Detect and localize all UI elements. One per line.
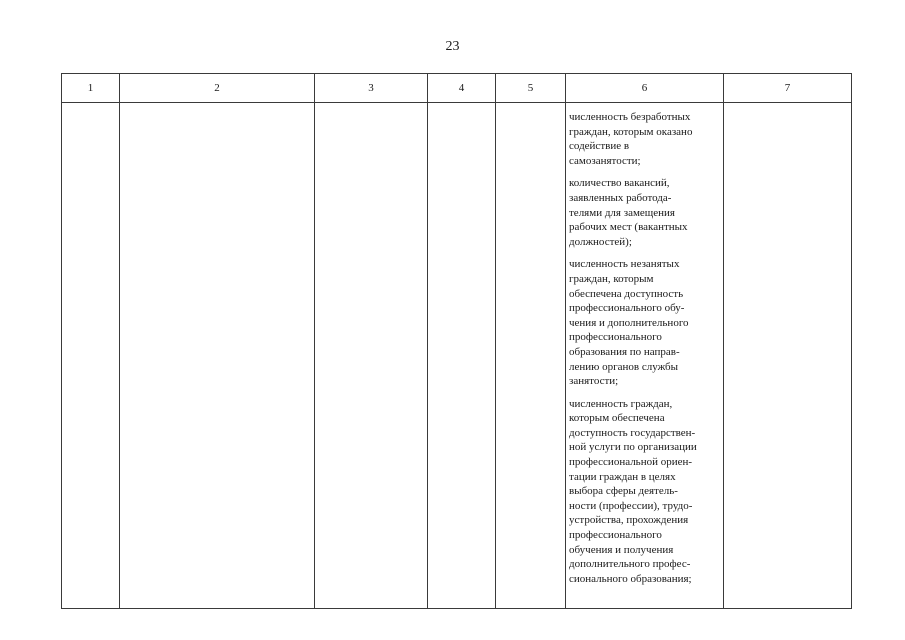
indicator-line: сионального образования; bbox=[569, 572, 692, 585]
indicator-line: профессионального bbox=[569, 331, 662, 344]
indicator-line: численность граждан, bbox=[569, 397, 673, 410]
indicator-line: должностей); bbox=[569, 235, 632, 248]
indicator-paragraph bbox=[569, 257, 719, 388]
column-header-2: 2 bbox=[120, 74, 315, 103]
cell-column-1 bbox=[62, 103, 120, 609]
indicator-line: численность безработных bbox=[569, 111, 691, 123]
indicator-paragraph bbox=[569, 110, 719, 168]
indicator-line: лению органов службы bbox=[569, 360, 679, 373]
indicator-line: заявленных работода- bbox=[569, 191, 672, 204]
indicator-line: тации граждан в целях bbox=[569, 470, 676, 483]
indicator-line: численность незанятых bbox=[569, 258, 680, 271]
indicator-line: выбора сферы деятель- bbox=[569, 485, 678, 498]
indicator-paragraph bbox=[569, 397, 719, 587]
indicator-line: образования по направ- bbox=[569, 345, 680, 358]
page-number: 23 bbox=[445, 39, 460, 54]
indicator-line: занятости; bbox=[569, 375, 619, 388]
indicator-line: профессионального bbox=[569, 529, 662, 542]
indicator-line: профессиональной ориен- bbox=[569, 456, 693, 469]
cell-column-5 bbox=[496, 103, 566, 609]
column-header-3: 3 bbox=[315, 74, 428, 103]
indicator-line: дополнительного профес- bbox=[569, 558, 691, 571]
column-header-6: 6 bbox=[566, 74, 724, 103]
cell-column-7 bbox=[724, 103, 852, 609]
indicator-line: доступность государствен- bbox=[569, 426, 696, 439]
indicator-paragraph bbox=[569, 176, 719, 249]
indicator-line: граждан, которым bbox=[569, 272, 654, 285]
column-header-7: 7 bbox=[724, 74, 852, 103]
column-header-5: 5 bbox=[496, 74, 566, 103]
indicator-line: профессионального обу- bbox=[569, 302, 685, 315]
cell-column-4 bbox=[428, 103, 496, 609]
cell-column-3 bbox=[315, 103, 428, 609]
indicator-line: чения и дополнительного bbox=[569, 316, 689, 329]
indicator-line: ности (профессии), трудо- bbox=[569, 499, 693, 512]
indicator-line: количество вакансий, bbox=[569, 177, 670, 190]
column-header-1: 1 bbox=[62, 74, 120, 103]
indicator-line: телями для замещения bbox=[569, 206, 675, 219]
indicator-line: обучения и получения bbox=[569, 543, 674, 556]
cell-column-6 bbox=[566, 103, 724, 609]
indicator-line: содействие в bbox=[569, 140, 630, 153]
header-row bbox=[62, 74, 852, 103]
cell-column-2 bbox=[120, 103, 315, 609]
document-table bbox=[61, 73, 852, 609]
table-row bbox=[62, 103, 852, 609]
indicator-line: ной услуги по организации bbox=[569, 441, 697, 454]
indicator-line: устройства, прохождения bbox=[569, 514, 689, 527]
indicator-line: которым обеспечена bbox=[569, 412, 665, 425]
indicator-line: рабочих мест (вакантных bbox=[569, 221, 688, 234]
indicator-list bbox=[566, 103, 723, 586]
indicator-line: граждан, которым оказано bbox=[569, 125, 693, 138]
column-header-4: 4 bbox=[428, 74, 496, 103]
indicator-line: обеспечена доступность bbox=[569, 287, 684, 300]
indicator-line: самозанятости; bbox=[569, 154, 641, 167]
